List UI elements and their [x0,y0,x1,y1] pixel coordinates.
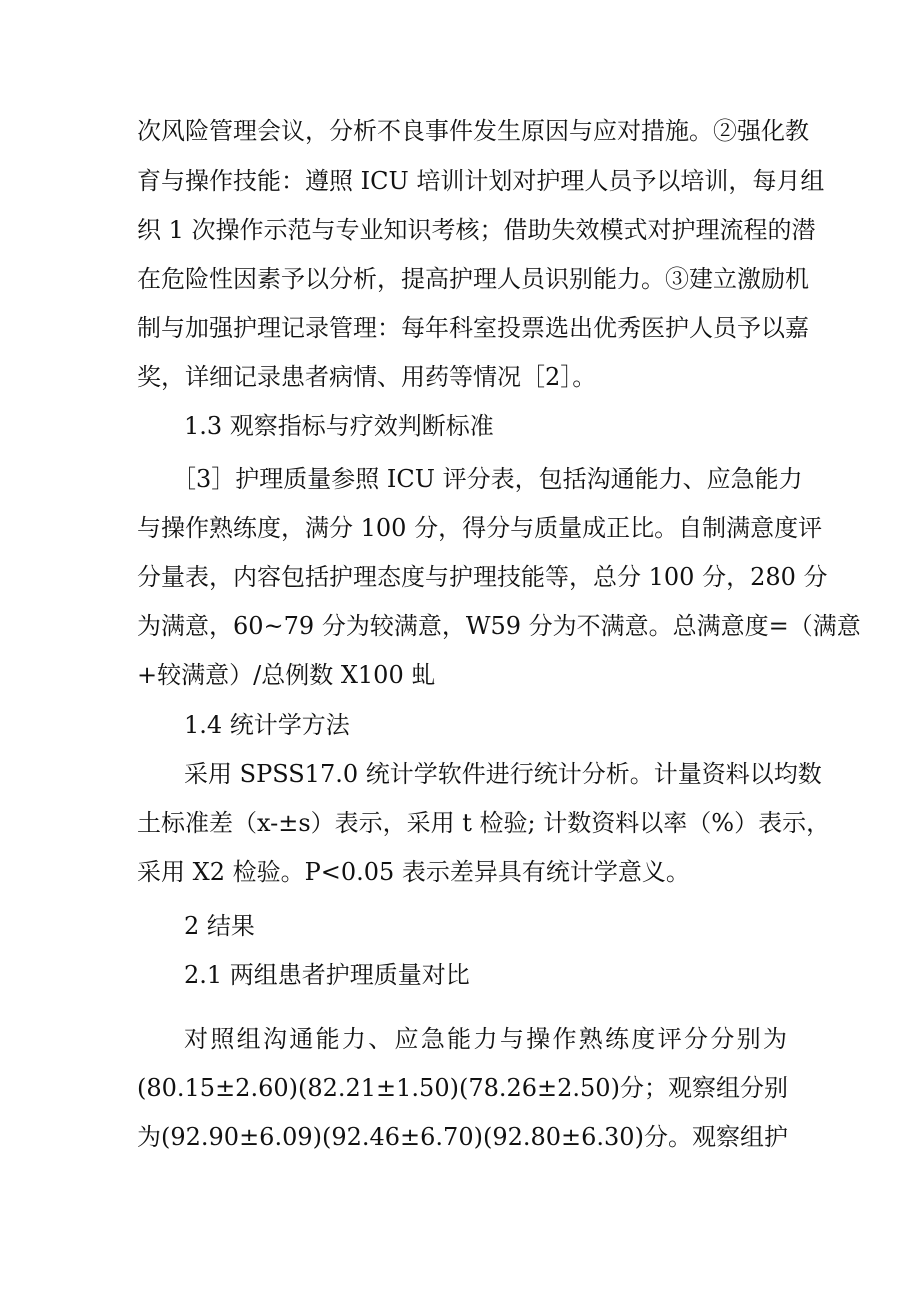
text-line: 采用 SPSS17.0 统计学软件进行统计分析。计量资料以均数 [184,760,822,788]
text-line: 奖，详细记录患者病情、用药等情况［2］。 [137,363,597,391]
text-line: 对照组沟通能力、应急能力与操作熟练度评分分别为 [184,1025,787,1053]
text-line: 分量表，内容包括护理态度与护理技能等，总分 100 分，280 分 [137,563,828,591]
text-line: ［3］护理质量参照 ICU 评分表，包括沟通能力、应急能力 [172,465,803,493]
text-line: 育与操作技能：遵照 ICU 培训计划对护理人员予以培训，每月组 [137,167,825,195]
text-line: (80.15±2.60)(82.21±1.50)(78.26±2.50)分；观察组分别 [137,1074,788,1102]
text-line: 与操作熟练度，满分 100 分，得分与质量成正比。自制满意度评 [137,514,823,542]
text-line: 在危险性因素予以分析，提高护理人员识别能力。③建立激励机 [137,265,809,293]
text-line: 次风险管理会议，分析不良事件发生原因与应对措施。②强化教 [137,117,809,145]
text-line: 织 1 次操作示范与专业知识考核；借助失效模式对护理流程的潜 [137,216,816,244]
text-line: 为(92.90±6.09)(92.46±6.70)(92.80±6.30)分。观察组护 [137,1123,788,1151]
text-line: 制与加强护理记录管理：每年科室投票选出优秀医护人员予以嘉 [137,314,809,342]
text-line: 为满意，60~79 分为较满意，W59 分为不满意。总满意度=（满意 [137,612,861,640]
section-heading: 2.1 两组患者护理质量对比 [184,961,470,989]
section-heading: 1.3 观察指标与疗效判断标准 [184,412,494,440]
text-line: 采用 X2 检验。P<0.05 表示差异具有统计学意义。 [137,858,690,886]
text-line: +较满意）/总例数 X100 虬 [137,661,436,689]
text-line: 土标准差（x-±s）表示，采用 t 检验; 计数资料以率（%）表示， [137,809,831,837]
section-heading: 1.4 统计学方法 [184,711,350,739]
section-heading: 2 结果 [184,912,255,940]
